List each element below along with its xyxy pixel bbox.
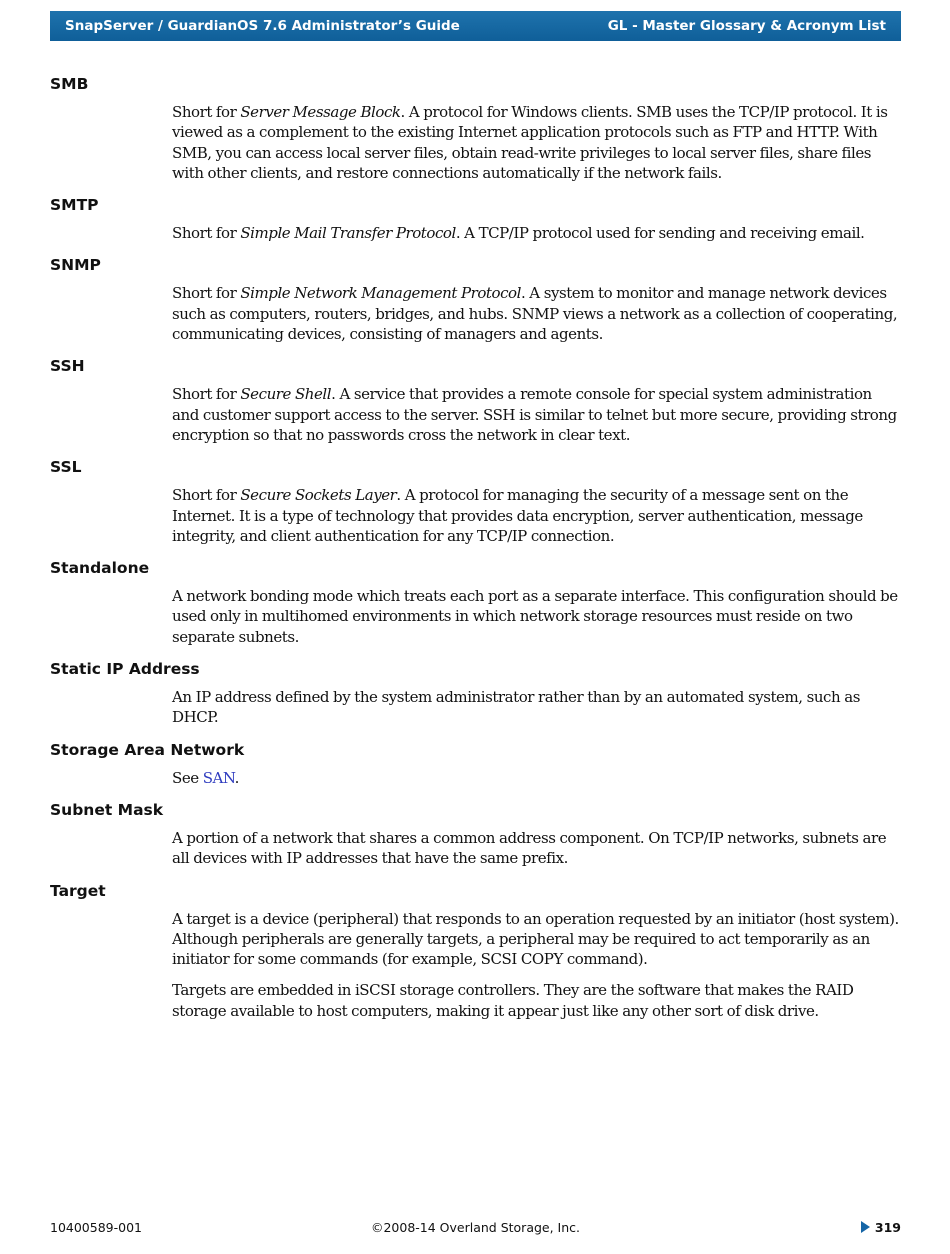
glossary-entry-standalone bbox=[50, 557, 901, 647]
page-footer bbox=[50, 1220, 901, 1238]
definition-text: . A protocol for Windows clients. SMB uses the TCP/IP protocol. It is viewed as a complement to the existing Internet application protocols such as FTP and HTTP. With SMB, you can access local server files, obtain read-write privileges to local server files, share files with other clients, and restore connections automatically if the network fails. bbox=[172, 103, 888, 182]
definition-text: Short for bbox=[172, 486, 241, 505]
definition-text: Targets are embedded in iSCSI storage controllers. They are the software that makes the RAID storage available to host computers, making it appear just like any other sort of disk drive. bbox=[172, 981, 854, 1020]
term-heading: SMTP bbox=[50, 196, 99, 215]
term-heading: SSH bbox=[50, 357, 85, 376]
definition-text: An IP address defined by the system administrator rather than by an automated system, such as DHCP. bbox=[172, 688, 860, 727]
glossary-entry-ssl bbox=[50, 456, 901, 546]
term-heading: Subnet Mask bbox=[50, 800, 164, 819]
definition-text: Short for bbox=[172, 284, 241, 303]
arrow-right-icon bbox=[861, 1221, 870, 1233]
definition-text: Short for bbox=[172, 385, 241, 404]
definition-text: See bbox=[172, 768, 203, 787]
term-heading: SSL bbox=[50, 458, 82, 477]
glossary-entry-smtp bbox=[50, 194, 901, 243]
term-definition bbox=[172, 828, 901, 869]
term-heading: Static IP Address bbox=[50, 660, 200, 679]
definition-text: A network bonding mode which treats each port as a separate interface. This configuration should be used only in multihomed environments in which network storage resources must reside on two separate subnets. bbox=[172, 587, 898, 646]
term-heading: SNMP bbox=[50, 256, 101, 275]
glossary-entry-storage-area-network bbox=[50, 739, 901, 788]
page-number-text: 319 bbox=[874, 1220, 901, 1235]
glossary-entry-subnet-mask bbox=[50, 799, 901, 869]
document-number: 10400589-001 bbox=[50, 1220, 142, 1235]
term-heading: Target bbox=[50, 881, 106, 900]
definition-text: . A TCP/IP protocol used for sending and receiving email. bbox=[455, 224, 865, 243]
definition-text: A portion of a network that shares a common address component. On TCP/IP networks, subnets are all devices with IP addresses that have the same prefix. bbox=[172, 828, 887, 868]
term-definition bbox=[172, 909, 901, 1021]
definition-expansion: Simple Mail Transfer Protocol bbox=[240, 224, 456, 243]
term-heading: Storage Area Network bbox=[50, 740, 245, 759]
definition-expansion: Server Message Block bbox=[240, 103, 401, 121]
glossary-entry-smb bbox=[50, 73, 901, 183]
term-definition bbox=[172, 485, 901, 546]
definition-text: . A service that provides a remote console for special system administration and customer support access to the server. SSH is similar to telnet but more secure, providing strong encryption so that no passwords cross the network in clear text. bbox=[172, 385, 897, 444]
header-guide-title: SnapServer / GuardianOS 7.6 Administrator’s Guide bbox=[65, 18, 460, 34]
term-definition bbox=[172, 283, 901, 344]
term-definition bbox=[172, 586, 901, 647]
page-number bbox=[861, 1220, 901, 1235]
header-chapter-title: GL - Master Glossary & Acronym List bbox=[607, 18, 886, 34]
term-heading: Standalone bbox=[50, 559, 150, 578]
term-definition bbox=[172, 768, 901, 788]
term-heading: SMB bbox=[50, 75, 89, 93]
term-definition bbox=[172, 223, 901, 243]
definition-text: A target is a device (peripheral) that responds to an operation requested by an initiator (host system). Although peripherals are generally targets, a peripheral may be required to act temporarily as an initiator for some commands (for example, SCSI COPY command). bbox=[172, 909, 899, 969]
copyright-notice: ©2008-14 Overland Storage, Inc. bbox=[370, 1220, 581, 1235]
glossary-entry-target bbox=[50, 880, 901, 1021]
term-definition bbox=[172, 687, 901, 728]
definition-text: . A system to monitor and manage network devices such as computers, routers, bridges, and hubs. SNMP views a network as a collection of cooperating, communicating devices, consisting of managers and agents. bbox=[172, 284, 898, 344]
glossary-entry-static-ip-address bbox=[50, 658, 901, 728]
definition-text: Short for bbox=[172, 103, 241, 121]
definition-expansion: Simple Network Management Protocol bbox=[240, 284, 521, 303]
definition-text: Short for bbox=[172, 224, 241, 243]
definition-expansion: Secure Sockets Layer bbox=[240, 486, 397, 505]
term-definition bbox=[172, 102, 901, 183]
definition-text: . bbox=[234, 768, 239, 787]
glossary-entry-snmp bbox=[50, 254, 901, 344]
definition-text: . A protocol for managing the security of a message sent on the Internet. It is a type of technology that provides data encryption, server authentication, message integrity, and client authentication for any TCP/IP connection. bbox=[172, 486, 863, 545]
glossary-content bbox=[50, 73, 901, 1032]
term-definition bbox=[172, 384, 901, 445]
running-header bbox=[50, 11, 901, 41]
definition-expansion: Secure Shell bbox=[240, 385, 332, 404]
glossary-entry-ssh bbox=[50, 355, 901, 445]
san-cross-reference-link[interactable]: SAN bbox=[202, 768, 235, 787]
